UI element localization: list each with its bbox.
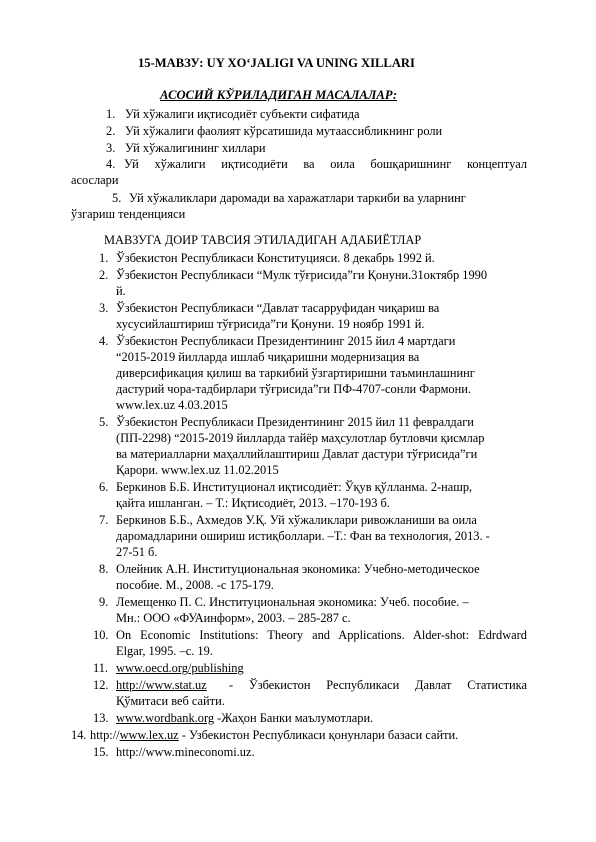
ref-line: даромадларини ошириш истиқболлари. –Т.: Фан ва технология, 2013. -: [116, 529, 490, 543]
ref-line-rest: - Узбекистон Республикаси қонунлари базаси сайти.: [178, 728, 459, 742]
ref-line: [116, 677, 207, 693]
ref-number: 3.: [99, 301, 109, 315]
ref-line: Ўзбекистон Республикаси “Давлат тасарруфидан чиқариш ва: [116, 301, 440, 315]
issue-number: 4.: [106, 157, 116, 171]
ref-line: 27-51 б.: [116, 545, 158, 559]
oecd-link[interactable]: www.oecd.org/publishing: [116, 661, 244, 675]
ref-line: [90, 727, 458, 743]
ref-line: “2015-2019 йилларда ишлаб чиқаришни модернизация ва: [116, 350, 420, 364]
ref-number: 10.: [93, 628, 109, 642]
ref-number: 8.: [99, 562, 109, 576]
stat-uz-link[interactable]: http://www.stat.uz: [116, 678, 207, 692]
ref-line: Мн.: ООО «ФУАинформ», 2003. – 285-287 с.: [116, 611, 351, 625]
ref-number: 13.: [93, 711, 109, 725]
ref-number: 14.: [71, 728, 87, 742]
issue-text: Уй хўжалиги фаолият кўрсатишида мутаассибликнинг роли: [125, 124, 443, 138]
literature-heading: МАВЗУГА ДОИР ТАВСИЯ ЭТИЛАДИГАН АДАБИЁТЛАР: [104, 233, 422, 247]
ref-line: Беркинов Б.Б. Институционал иқтисодиёт: Ўқув қўлланма. 2-нашр,: [116, 480, 473, 494]
ref-number: 12.: [93, 678, 109, 692]
issue-text: Уй хўжалигининг хиллари: [125, 141, 266, 155]
issue-text: Уй хўжалиги иқтисодиёти ва оила бошқаришнинг концептуал: [124, 157, 527, 171]
ref-line: On Economic Institutions: Theory and Applications. Alder-shot: Edrdward: [116, 628, 527, 642]
issue-number: 1.: [106, 107, 116, 121]
ref-line: Олейник А.Н. Институциональная экономика: Учебно-методическое: [116, 562, 480, 576]
ref-number: 11.: [93, 661, 109, 675]
ref-line: хусусийлаштириш тўғрисида”ги Қонуни. 19 ноябр 1991 й.: [116, 317, 425, 331]
ref-number: 5.: [99, 415, 109, 429]
page-title: 15-МАВЗУ: UY XO‘JALIGI VA UNING XILLARI: [138, 56, 415, 70]
issue-number: 2.: [106, 124, 116, 138]
ref-line: Ўзбекистон Республикаси Президентининг 2015 йил 11 февралдаги: [116, 415, 474, 429]
ref-line: www.lex.uz 4.03.2015: [116, 398, 228, 412]
ref-line: ва материалларни маҳаллийлаштириш Давлат дастури тўғрисида”ги: [116, 447, 478, 461]
ref-number: 7.: [99, 513, 109, 527]
ref-number: 15.: [93, 745, 109, 759]
issue-number: 3.: [106, 141, 116, 155]
ref-line: Қарори. www.lex.uz 11.02.2015: [116, 463, 279, 477]
ref-line: пособие. М., 2008. -с 175-179.: [116, 578, 274, 592]
ref-line: қайта ишланган. – Т.: Иқтисодиёт, 2013. –170-193 б.: [116, 496, 390, 510]
ref-number: 9.: [99, 595, 109, 609]
ref-line: http://www.mineconomi.uz.: [116, 745, 255, 759]
issue-text: Уй хўжалиги иқтисодиёт субъекти сифатида: [125, 107, 360, 121]
ref-line: [116, 660, 244, 676]
lex-uz-link[interactable]: www.lex.uz: [119, 728, 179, 742]
ref-line: й.: [116, 284, 126, 298]
ref-number: 2.: [99, 268, 109, 282]
ref-number: 4.: [99, 334, 109, 348]
issue-text-cont: асослари: [71, 173, 119, 187]
issue-text: Уй хўжаликлари даромади ва харажатлари таркиби ва уларнинг: [129, 191, 466, 205]
ref-line: (ПП-2298) “2015-2019 йилларда тайёр маҳсулотлар бутловчи қисмлар: [116, 431, 485, 445]
ref-line: Қўмитаси веб сайти.: [116, 694, 225, 708]
ref-line: Ўзбекистон Республикаси Президентининг 2015 йил 4 мартдаги: [116, 334, 456, 348]
ref-number: 6.: [99, 480, 109, 494]
ref-line: [116, 710, 373, 726]
ref-line-rest: -Жаҳон Банки маълумотлари.: [214, 711, 374, 725]
issues-subtitle: АСОСИЙ КЎРИЛАДИГАН МАСАЛАЛАР:: [160, 88, 398, 102]
ref-line: Беркинов Б.Б., Ахмедов У.Қ. Уй хўжаликлари ривожланиши ва оила: [116, 513, 477, 527]
ref-line: дастурий чора-тадбирлари тўғрисида”ги ПФ-4707-сонли Фармони.: [116, 382, 471, 396]
issue-number: 5.: [112, 191, 122, 205]
ref-line: Elgar, 1995. –c. 19.: [116, 644, 213, 658]
ref-line: диверсификация қилиш ва таркибий ўзгартиришни таъминлашнинг: [116, 366, 475, 380]
issue-text-cont: ўзгариш тенденцияси: [71, 207, 186, 221]
url-prefix: http://: [90, 728, 120, 742]
ref-line-rest: - Ўзбекистон Республикаси Давлат Статистика: [229, 678, 527, 692]
ref-line: Ўзбекистон Республикаси “Мулк тўғрисида”ги Қонуни.31октябр 1990: [116, 268, 488, 282]
worldbank-link[interactable]: www.wordbank.org: [116, 711, 215, 725]
ref-line: Ўзбекистон Республикаси Конституцияси. 8 декабрь 1992 й.: [116, 251, 435, 265]
ref-line: Лемещенко П. С. Институциональная экономика: Учеб. пособие. –: [116, 595, 469, 609]
ref-number: 1.: [99, 251, 109, 265]
